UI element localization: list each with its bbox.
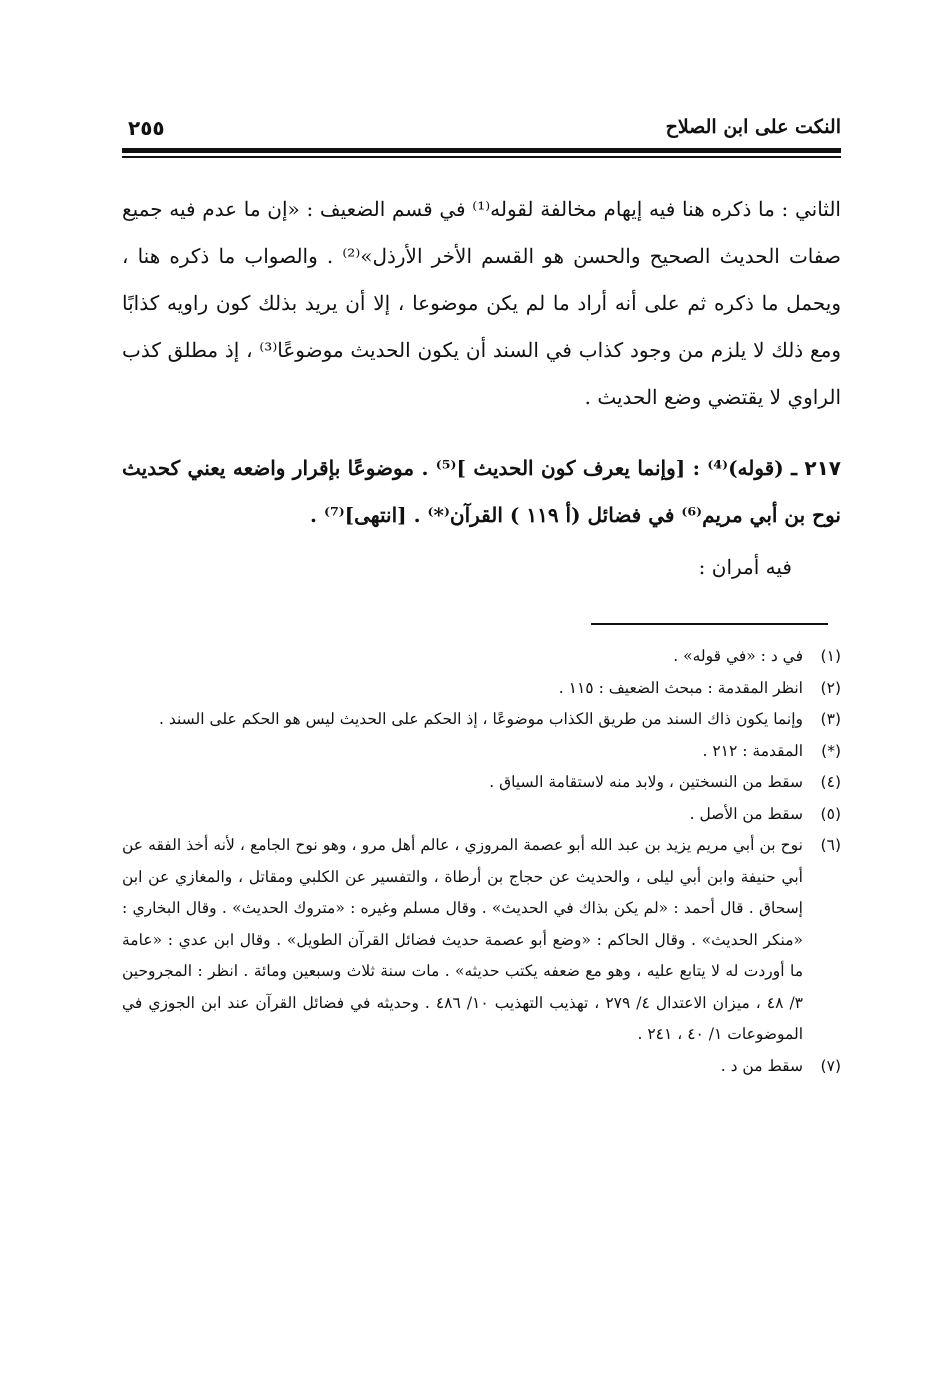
footnote-text: نوح بن أبي مريم يزيد بن عبد الله أبو عصمة المروزي ، عالم أهل مرو ، وهو نوح الجامع ، لأنه أخذ الفقه عن أبي حنيفة وابن أبي ليلى ، والحديث عن حجاج بن أرطاة ، والتفسير عن الكلبي ومقاتل ، والمغازي عن ابن إسحاق . قال أحمد : «لم يكن بذاك في الحديث» . وقال مسلم وغيره : «متروك الحديث» . وقال البخاري : «منكر الحديث» . وقال الحاكم : «وضع أبو عصمة حديث فضائل القرآن الطويل» . وقال ابن عدي : «عامة ما أوردت له لا يتابع عليه ، وهو مع ضعفه يكتب حديثه» . مات سنة ثلاث وسبعين ومائة . انظر : المجروحين ٣/ ٤٨ ، ميزان الاعتدال ٤/ ٢٧٩ ، تهذيب التهذيب ١٠/ ٤٨٦ . وحديثه في فضائل القرآن عند ابن الجوزي في الموضوعات ١/ ٤٠ ، ٢٤١ .: [122, 836, 803, 1043]
footnote: [122, 641, 841, 673]
footnote: [122, 704, 841, 736]
footnote-text: وإنما يكون ذاك السند من طريق الكذاب موضوعًا ، إذ الحكم على الحديث ليس هو الحكم على السند .: [159, 710, 803, 728]
footnote-mark: (*): [821, 741, 841, 760]
footnote-text: المقدمة : ٢١٢ .: [702, 741, 803, 760]
running-title: النكت على ابن الصلاح: [665, 116, 841, 138]
footnote: [122, 1051, 841, 1083]
footnote-mark: (٥): [820, 804, 841, 823]
footnote-text: سقط من الأصل .: [689, 804, 803, 823]
page-header: [122, 114, 841, 158]
footnote-separator: [591, 623, 828, 625]
footnote: [122, 830, 841, 1051]
lead-in: فيه أمران :: [698, 555, 792, 579]
footnote-mark: (٢): [820, 678, 841, 697]
footnote-mark: (٧): [820, 1056, 841, 1075]
page-number: ٢٥٥: [128, 116, 165, 140]
entry-number: ٢١٧: [804, 456, 841, 480]
footnote: [122, 736, 841, 768]
footnote-text: سقط من النسختين ، ولابد منه لاستقامة السياق .: [489, 773, 803, 791]
footnote-mark: (٣): [820, 710, 841, 728]
footnote: [122, 767, 841, 799]
footnote: [122, 799, 841, 831]
footnote-text: في د : «في قوله» .: [673, 647, 803, 665]
header-rule-thin: [122, 156, 841, 158]
footnote-mark: (٤): [820, 773, 841, 791]
footnote-mark: (٦): [820, 836, 841, 854]
footnotes: [122, 641, 841, 1082]
footnote-mark: (١): [820, 647, 841, 665]
main-paragraph: الثاني : ما ذكره هنا فيه إيهام مخالفة لقوله⁽¹⁾ في قسم الضعيف : «إن ما عدم فيه جميع صفات الحديث الصحيح والحسن هو القسم الأخر الأرذل»⁽²⁾ . والصواب ما ذكره هنا ، ويحمل ما ذكره ثم على أنه أراد ما لم يكن موضوعا ، إلا أن يريد بذلك كون راويه كذابًا ومع ذلك لا يلزم من وجود كذاب في السند أن يكون الحديث موضوعًا⁽³⁾ ، إذ مطلق كذب الراوي لا يقتضي وضع الحديث .: [122, 197, 842, 409]
footnote-text: سقط من د .: [720, 1056, 803, 1075]
header-rule-thick: [122, 148, 841, 153]
footnote-text: انظر المقدمة : مبحث الضعيف : ١١٥ .: [558, 678, 803, 697]
entry-text: ـ (قوله)⁽⁴⁾ : [وإنما يعرف كون الحديث ]⁽⁵⁾ . موضوعًا بإقرار واضعه يعني كحديث نوح بن أبي مريم⁽⁶⁾ في فضائل (أ ١١٩ ) القرآن⁽*⁾ . [انتهى]⁽⁷⁾ .: [122, 456, 841, 527]
entry-217: [122, 445, 841, 539]
footnote: [122, 673, 841, 705]
